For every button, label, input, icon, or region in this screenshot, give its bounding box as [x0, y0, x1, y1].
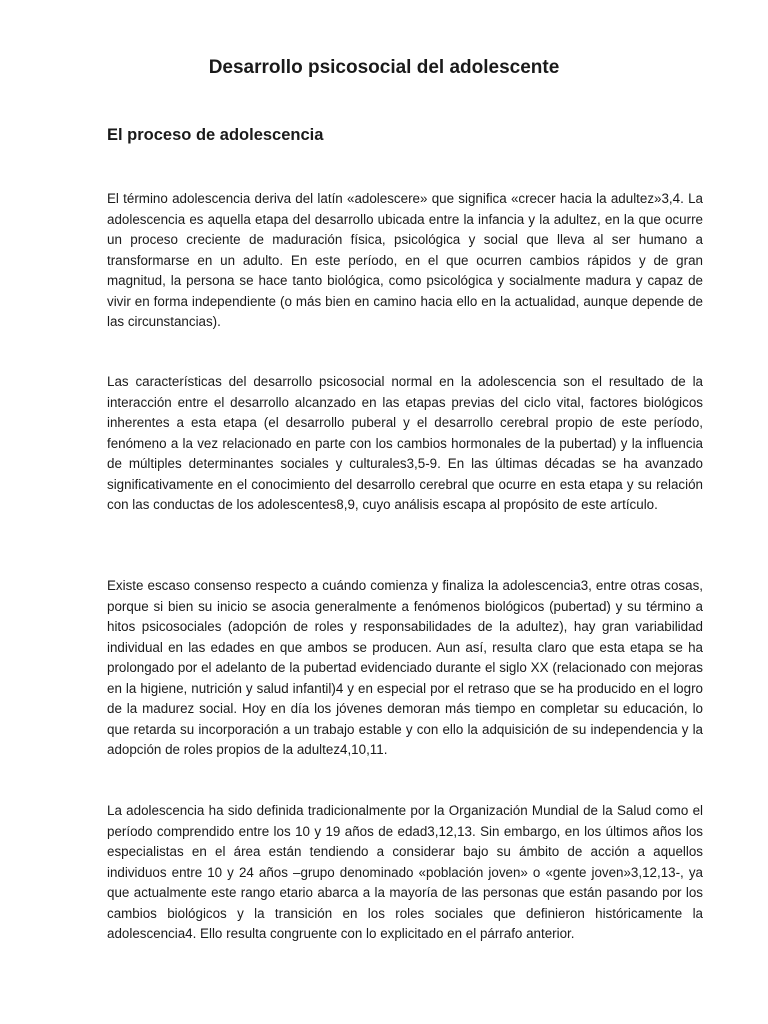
page-title: Desarrollo psicosocial del adolescente: [208, 57, 560, 78]
paragraph-4: La adolescencia ha sido definida tradicionalmente por la Organización Mundial de la Salud como el período comprendido entre los 10 y 19 años de edad3,12,13. Sin embargo, en los últimos años los especialistas en el área están tendiendo a considerar bajo su ámbito de acción a aquellos individuos entre 10 y 24 años –grupo denominado «población joven» o «gente joven»3,12,13-, ya que actualmente este rango etario abarca a la mayoría de las personas que están pasando por los cambios biológicos y la transición en los roles sociales que definieron históricamente la adolescencia4. Ello resulta congruente con lo explicitado en el párrafo anterior.: [107, 803, 703, 941]
paragraph-1: El término adolescencia deriva del latín «adolescere» que significa «crecer hacia la adultez»3,4. La adolescencia es aquella etapa del desarrollo ubicada entre la infancia y la adultez, en la que ocurre un proceso creciente de maduración física, psicológica y social que lleva al ser humano a transformarse en un adulto. En este período, en el que ocurren cambios rápidos y de gran magnitud, la persona se hace tanto biológica, como psicológica y socialmente madura y capaz de vivir en forma independiente (o más bien en camino hacia ello en la actualidad, aunque depende de las circunstancias).: [107, 191, 703, 329]
paragraph-3: Existe escaso consenso respecto a cuándo comienza y finaliza la adolescencia3, entre otras cosas, porque si bien su inicio se asocia generalmente a fenómenos biológicos (pubertad) y su término a hitos psicosociales (adopción de roles y responsabilidades de la adultez), hay gran variabilidad individual en las edades en que ambos se producen. Aun así, resulta claro que esta etapa se ha prolongado por el adelanto de la pubertad evidenciado durante el siglo XX (relacionado con mejoras en la higiene, nutrición y salud infantil)4 y en especial por el retraso que se ha producido en el logro de la madurez social. Hoy en día los jóvenes demoran más tiempo en completar su educación, lo que retarda su incorporación a un trabajo estable y con ello la adquisición de su independencia y la adopción de roles propios de la adultez4,10,11.: [107, 578, 703, 757]
section-heading: El proceso de adolescencia: [107, 126, 324, 144]
paragraph-2: Las características del desarrollo psicosocial normal en la adolescencia son el resultado de la interacción entre el desarrollo alcanzado en las etapas previas del ciclo vital, factores biológicos inherentes a esta etapa (el desarrollo puberal y el desarrollo cerebral propio de este período, fenómeno a la vez relacionado en parte con los cambios hormonales de la pubertad) y la influencia de múltiples determinantes sociales y culturales3,5-9. En las últimas décadas se ha avanzado significativamente en el conocimiento del desarrollo cerebral que ocurre en esta etapa y su relación con las conductas de los adolescentes8,9, cuyo análisis escapa al propósito de este artículo.: [107, 374, 703, 512]
